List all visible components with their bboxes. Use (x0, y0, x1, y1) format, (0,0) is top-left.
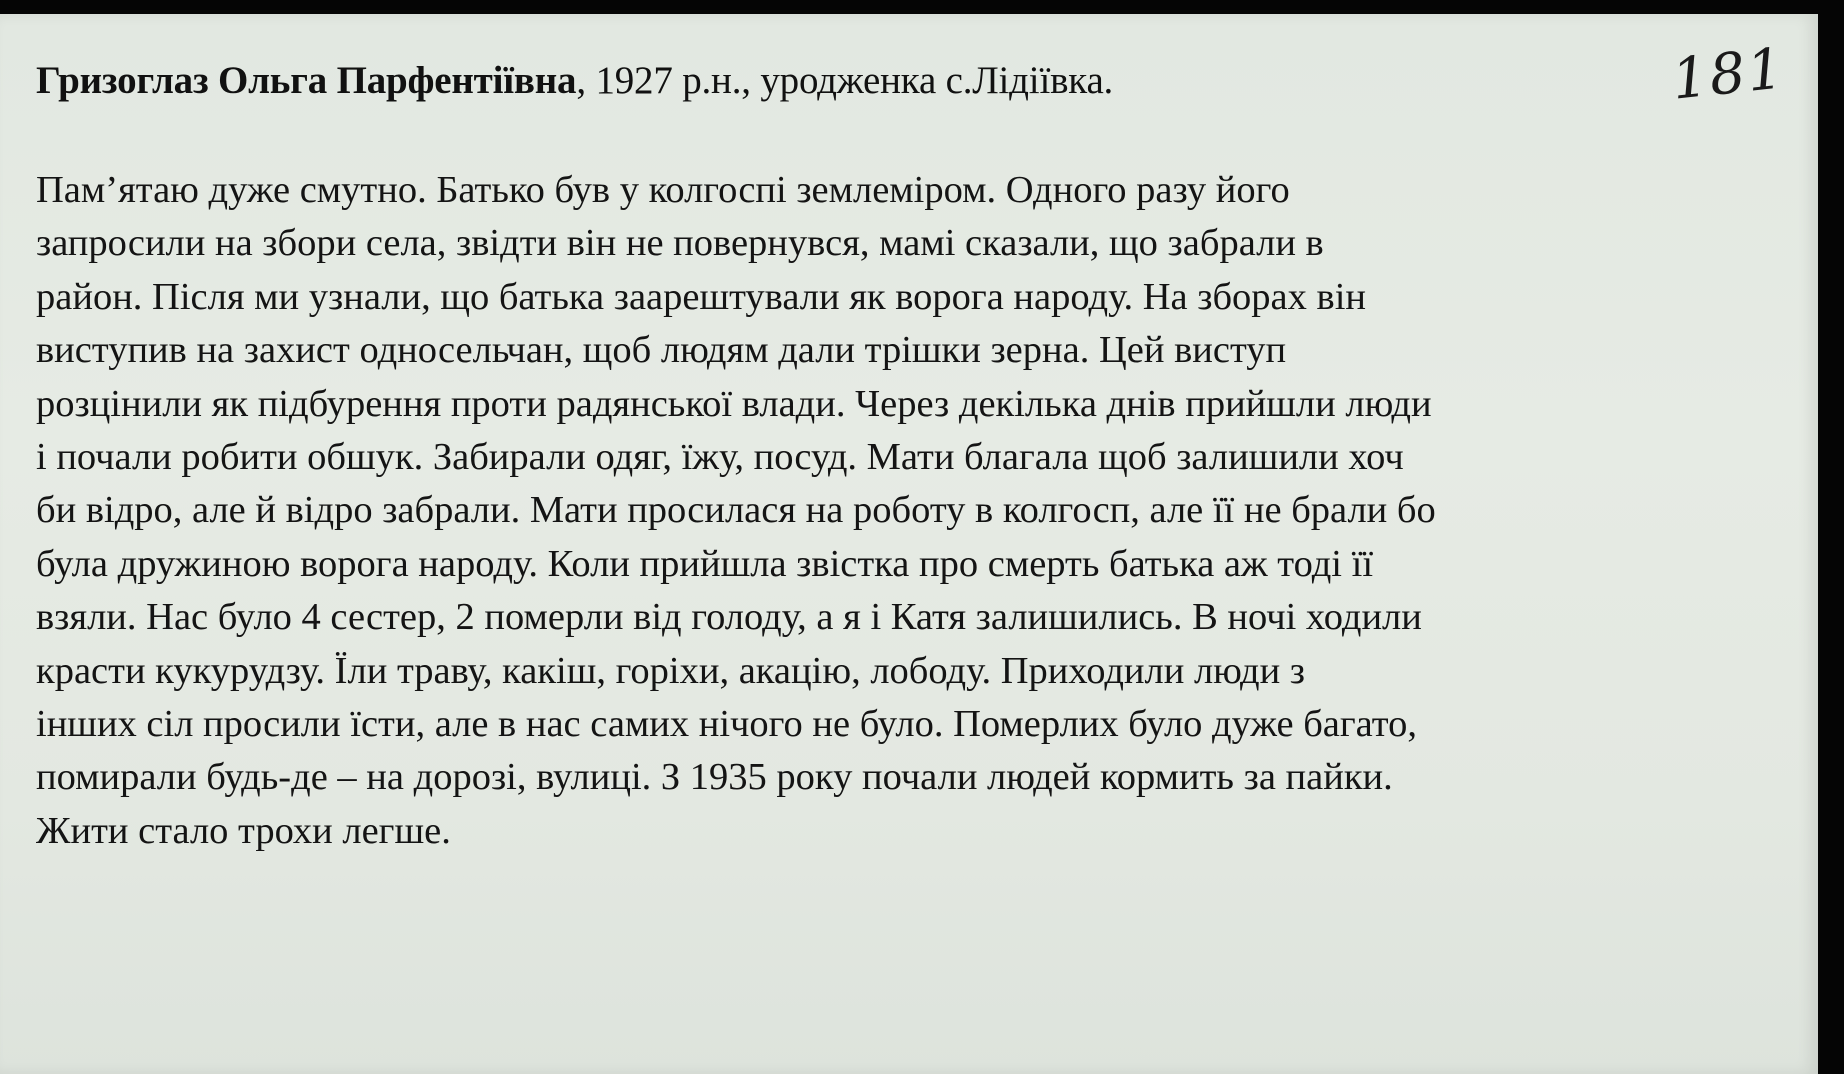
text-line: взяли. Нас було 4 сестер, 2 померли від голоду, а я і Катя залишились. В ночі ходили (36, 596, 1422, 639)
text-line: би відро, але й відро забрали. Мати просилася на роботу в колгосп, але її не брали бо (36, 489, 1436, 532)
handwritten-page-number: 181 (1668, 36, 1788, 113)
text-line: Пам’ятаю дуже смутно. Батько був у колгоспі землеміром. Одного разу його (36, 169, 1290, 211)
text-line: розцінили як підбурення проти радянської влади. Через декілька днів прийшли люди (36, 382, 1432, 425)
text-line: інших сіл просили їсти, але в нас самих нічого не було. Померлих було дуже багато, (36, 702, 1417, 745)
person-name: Гризоглаз Ольга Парфентіївна (36, 59, 577, 102)
paper-sheet (0, 14, 1818, 1074)
text-line: Жити стало трохи легше. (36, 809, 451, 852)
text-line: помирали будь-де – на дорозі, вулиці. З 1935 року почали людей кормить за пайки. (36, 756, 1393, 799)
text-line: красти кукурудзу. Їли траву, какіш, горіхи, акацію, лободу. Приходили люди з (36, 649, 1306, 692)
person-details: , 1927 р.н., уродженка с.Лідіївка. (576, 59, 1114, 102)
document-header (36, 58, 1113, 103)
text-line: і почали робити обшук. Забирали одяг, їжу, посуд. Мати благала щоб залишили хоч (36, 435, 1404, 478)
text-line: запросили на збори села, звідти він не повернувся, мамі сказали, що забрали в (36, 222, 1324, 265)
text-line: була дружиною ворога народу. Коли прийшла звістка про смерть батька аж тоді її (36, 542, 1374, 585)
text-line: район. Після ми узнали, що батька заарештували як ворога народу. На зборах він (36, 275, 1366, 318)
testimony-text (36, 164, 1756, 858)
text-line: виступив на захист односельчан, щоб людям дали трішки зерна. Цей виступ (36, 329, 1287, 372)
